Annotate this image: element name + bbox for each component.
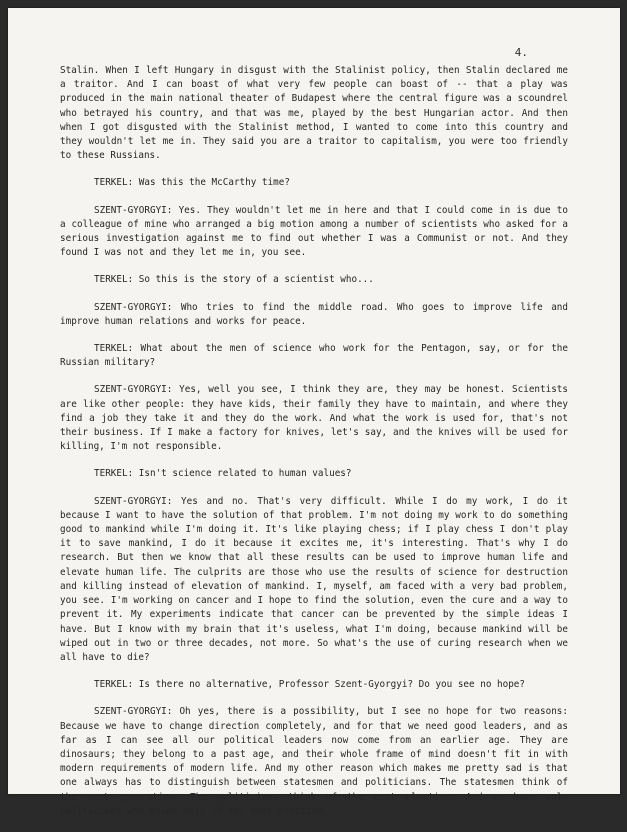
speaker-label: SZENT-GYORGYI: <box>94 384 173 396</box>
paragraph-text: Yes. They wouldn't let me in here and that I could come in is due to a colleague of mine who arranged a big motion among a number of scientists who asked for a serious investigation against me to find out whether I was a Communist or not. And they found I was not and they let me in, you see. <box>60 204 568 259</box>
paragraph-text: Who tries to find the middle road. Who goes to improve life and improve human relations and works for peace. <box>60 301 568 327</box>
speaker-label: SZENT-GYORGYI: <box>94 495 173 507</box>
paragraph-terkel <box>60 176 568 190</box>
paragraph-terkel <box>60 342 568 370</box>
paragraph-szent-gyorgyi <box>60 383 568 454</box>
paragraph-text: Isn't science related to human values? <box>138 468 352 480</box>
paragraph-text: Is there no alternative, Professor Szent-Gyorgyi? Do you see no hope? <box>138 679 526 691</box>
transcript-page <box>8 8 620 817</box>
speaker-label: TERKEL: <box>94 177 134 189</box>
paragraph-terkel <box>60 678 568 692</box>
paragraph-terkel <box>60 467 568 481</box>
paragraph-text: Was this the McCarthy time? <box>138 177 290 189</box>
speaker-label: TERKEL: <box>94 468 134 480</box>
paragraph-text: Stalin. When I left Hungary in disgust with the Stalinist policy, then Stalin declared me a traitor. And I can boast of what very few people can boast of -- that a play was produced in the main national theater of Budapest where the central figure was a scoundrel who betrayed his country, and that was me, played by the best Hungarian actor. And then when I got disgusted with the Stalinist method, I wanted to come into this country and they wouldn't let me in. They said you are a traitor to capitalism, you were too friendly to these Russians. <box>60 65 568 162</box>
paragraph-text: Yes, well you see, I think they are, they may be honest. Scientists are like other people: they have kids, their family they have to maintain, and where they find a job they take it and they do the work. And what the work is used for, that's not their business. If I make a factory for knives, let's say, and the knives will be used for killing, I'm not responsible. <box>60 384 568 453</box>
speaker-label: TERKEL: <box>94 343 134 355</box>
paragraph-szent-gyorgyi <box>60 495 568 665</box>
speaker-label: TERKEL: <box>94 679 134 691</box>
paragraph-text: Yes and no. That's very difficult. While I do my work, I do it because I want to have the solution of that problem. I'm not doing my work to do something good to mankind while I'm doing it. It's like playing chess; if I play chess I don't play it to save mankind, I do it because it excites me, it's interesting. That's why I do research. But then we know that all these results can be used to improve human life and elevate human life. The culprits are those who use the results of science for destruction and killing instead of elevation of mankind. I, myself, am faced with a very bad problem, you see. I'm working on cancer and I hope to find the solution, even the cure and a way to prevent it. My experiments indicate that cancer can be prevented by the simple ideas I have. But I know with my brain that it's useless, what I'm doing, because mankind will be wiped out in two or three decades, not more. So what's the use of curing research when we all have to die? <box>60 495 568 663</box>
paragraph-szent-gyorgyi <box>60 705 568 819</box>
speaker-label: TERKEL: <box>94 274 134 286</box>
paragraph-text: Oh yes, there is a possibility, but I see no hope for two reasons: Because we have to change direction completely, and for that we need good leaders, and as far as I can see all our political leaders now come from an earlier age. They are dinosaurs; they belong to a past age, and their whole frame of mind doesn't fit in with modern requirements of modern life. And my other reason which makes me pretty sad is that one always has to distinguish between statesmen and politicians. The statesmen think of the next generation. The politicians think of the next election. And we have only politicians who think only of the next election. <box>60 706 568 817</box>
speaker-label: SZENT-GYORGYI: <box>94 706 173 718</box>
paragraph-continuation <box>60 64 568 163</box>
speaker-label: SZENT-GYORGYI: <box>94 301 173 313</box>
speaker-label: SZENT-GYORGYI: <box>94 204 173 216</box>
transcript-body <box>60 64 568 832</box>
paragraph-terkel <box>60 273 568 287</box>
paragraph-szent-gyorgyi <box>60 301 568 329</box>
paragraph-text: So this is the story of a scientist who... <box>138 274 374 286</box>
page-number: 4. <box>514 46 528 59</box>
paragraph-text: What about the men of science who work for the Pentagon, say, or for the Russian military? <box>60 343 569 369</box>
paragraph-szent-gyorgyi <box>60 204 568 261</box>
